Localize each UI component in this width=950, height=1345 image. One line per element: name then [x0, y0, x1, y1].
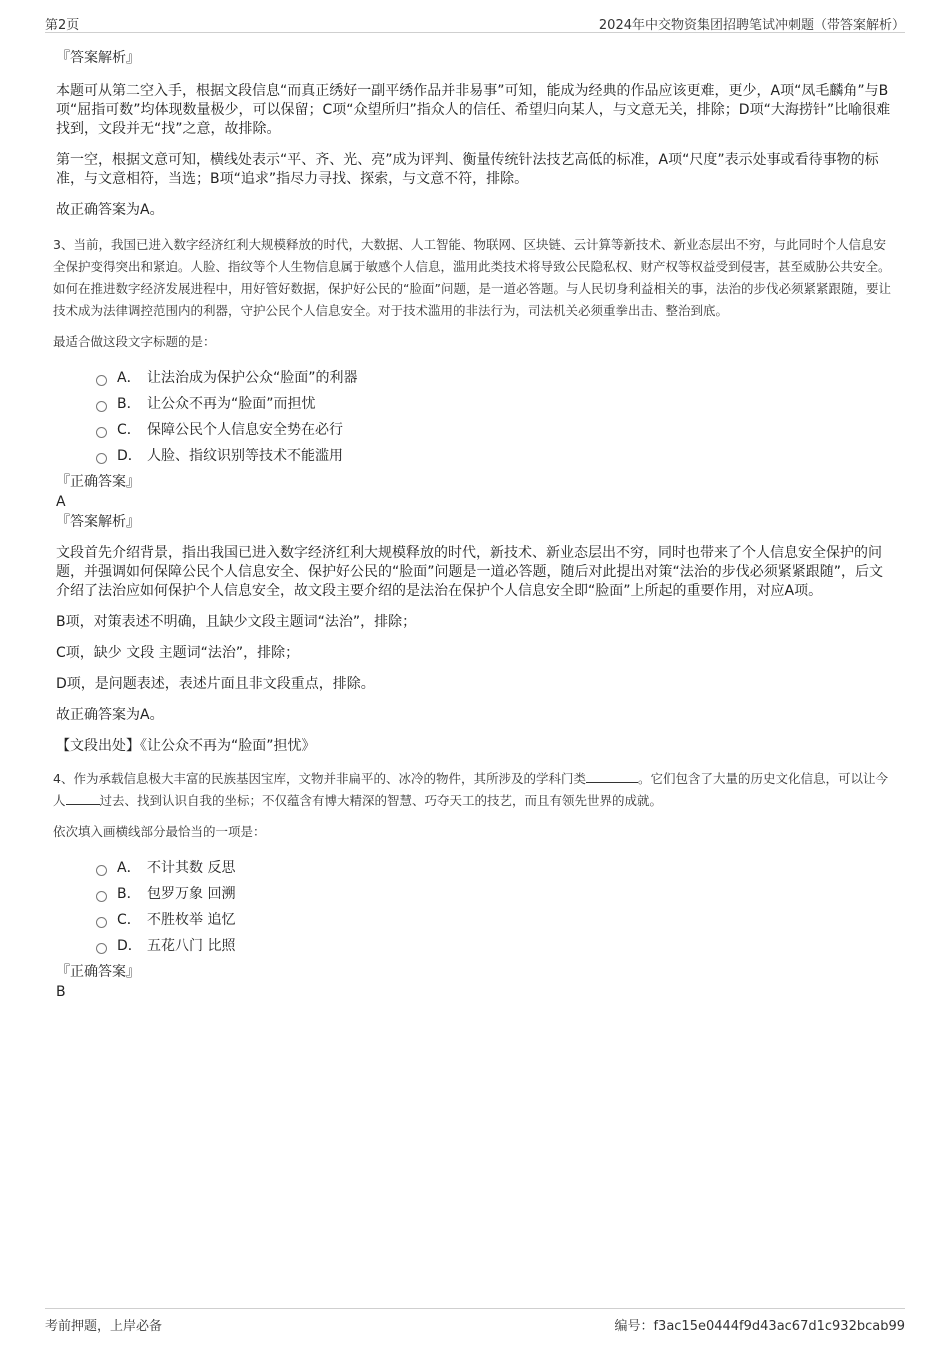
- radio-icon[interactable]: [96, 865, 107, 876]
- q3-analysis-label: 『答案解析』: [56, 514, 140, 530]
- q2-conclusion: 故正确答案为A。: [56, 202, 164, 218]
- q2-analysis-para-1: 本题可从第二空入手，根据文段信息“而真正绣好一副平绣作品并非易事”可知，能成为经典的作品应该更难，更少，A项“凤毛麟角”与B项“屈指可数”均体现数量极少，可以保留；C项“众望所归”指众人的信任、希望归向某人，与文意无关，排除；D项“大海捞针”比喻很难找到，文段并无“找”之意，故排除。: [56, 83, 891, 137]
- document-code: 编号：f3ac15e0444f9d43ac67d1c932bcab99: [614, 1319, 905, 1334]
- q3-analysis-para-1: 文段首先介绍背景，指出我国已进入数字经济红利大规模释放的时代，新技术、新业态层出不穷，同时也带来了个人信息安全保护的问题，并强调如何保障公民个人信息安全、保护好公民的“脸面”问题是一道必答题，随后对此提出对策“法治的步伐必须紧紧跟随”，后文介绍了法治应如何保护个人信息安全，故文段主要介绍的是法治在保护个人信息安全即“脸面”上所起的重要作用，对应A项。: [56, 545, 884, 599]
- q4-options: [56, 858, 894, 956]
- page-number: 第2页: [45, 18, 80, 33]
- q4-answer: B: [56, 984, 66, 1000]
- q3-option-c[interactable]: C． 保障公民个人信息安全势在必行: [96, 420, 894, 440]
- radio-icon[interactable]: [96, 401, 107, 412]
- q3-analysis-para-2: B项，对策表述不明确，且缺少文段主题词“法治”，排除；: [56, 614, 417, 630]
- radio-icon[interactable]: [96, 453, 107, 464]
- q3-answer-label: 『正确答案』: [56, 474, 140, 490]
- option-text: 让法治成为保护公众“脸面”的利器: [147, 370, 358, 386]
- page-footer: [45, 1308, 905, 1335]
- q3-answer: A: [56, 494, 66, 510]
- radio-icon[interactable]: [96, 375, 107, 386]
- q3-option-d[interactable]: D． 人脸、指纹识别等技术不能滥用: [96, 446, 894, 466]
- option-text: 包罗万象 回溯: [147, 886, 236, 902]
- q3-question-text: 3、当前，我国已进入数字经济红利大规模释放的时代，大数据、人工智能、物联网、区块链、云计算等新技术、新业态层出不穷，与此同时个人信息安全保护变得突出和紧迫。人脸、指纹等个人生物信息属于敏感个人信息，滥用此类技术将导致公民隐私权、财产权等权益受到侵害，甚至威胁公共安全。如何在推进数字经济发展进程中，用好管好数据，保护好公民的“脸面”问题，是一道必答题。与人民切身利益相关的事，法治的步伐必须紧紧跟随，要让技术成为法律调控范围内的利器，守护公民个人信息安全。对于技术滥用的非法行为，司法机关必须重拳出击、整治到底。: [53, 237, 891, 318]
- q3-source: 【文段出处】《让公众不再为“脸面”担忧》: [56, 738, 316, 754]
- q4-prompt: 依次填入画横线部分最恰当的一项是：: [53, 824, 266, 839]
- radio-icon[interactable]: [96, 917, 107, 928]
- q3-option-b[interactable]: B． 让公众不再为“脸面”而担忧: [96, 394, 894, 414]
- radio-icon[interactable]: [96, 427, 107, 438]
- option-text: 让公众不再为“脸面”而担忧: [147, 396, 316, 412]
- radio-icon[interactable]: [96, 943, 107, 954]
- q3-analysis-para-4: D项，是问题表述，表述片面且非文段重点，排除。: [56, 676, 375, 692]
- q2-analysis-label: 『答案解析』: [56, 50, 140, 66]
- footer-slogan: 考前押题，上岸必备: [45, 1319, 163, 1334]
- fill-blank-1: [586, 770, 638, 783]
- q2-analysis-para-2: 第一空，根据文意可知，横线处表示“平、齐、光、亮”成为评判、衡量传统针法技艺高低的标准，A项“尺度”表示处事或看待事物的标准，与文意相符，当选；B项“追求”指尽力寻找、探索，与文意不符，排除。: [56, 152, 879, 187]
- option-text: 不计其数 反思: [147, 860, 236, 876]
- option-text: 五花八门 比照: [147, 938, 236, 954]
- option-text: 不胜枚举 追忆: [147, 912, 236, 928]
- q3-conclusion: 故正确答案为A。: [56, 707, 164, 723]
- q4-option-b[interactable]: B． 包罗万象 回溯: [96, 884, 894, 904]
- q3-options: [56, 368, 894, 466]
- q4-option-d[interactable]: D． 五花八门 比照: [96, 936, 894, 956]
- q3-prompt: 最适合做这段文字标题的是：: [53, 334, 216, 349]
- page-header: [45, 10, 905, 33]
- fill-blank-2: [66, 792, 100, 805]
- q4-answer-label: 『正确答案』: [56, 964, 140, 980]
- q4-question-text: 4、作为承载信息极大丰富的民族基因宝库，文物并非扁平的、冰冷的物件，其所涉及的学科门类 。它们包含了大量的历史文化信息，可以让今人 过去、找到认识自我的坐标；不仅蕴含有博大精深的智慧、巧夺天工的技艺，而且有领先世界的成就。: [53, 771, 888, 808]
- option-text: 人脸、指纹识别等技术不能滥用: [147, 448, 343, 464]
- radio-icon[interactable]: [96, 891, 107, 902]
- page-content: [53, 44, 894, 1002]
- document-title: 2024年中交物资集团招聘笔试冲刺题（带答案解析）: [598, 18, 905, 33]
- option-text: 保障公民个人信息安全势在必行: [147, 422, 343, 438]
- q3-option-a[interactable]: A． 让法治成为保护公众“脸面”的利器: [96, 368, 894, 388]
- q4-option-a[interactable]: A． 不计其数 反思: [96, 858, 894, 878]
- q4-option-c[interactable]: C． 不胜枚举 追忆: [96, 910, 894, 930]
- q3-analysis-para-3: C项，缺少 文段 主题词“法治”，排除；: [56, 645, 300, 661]
